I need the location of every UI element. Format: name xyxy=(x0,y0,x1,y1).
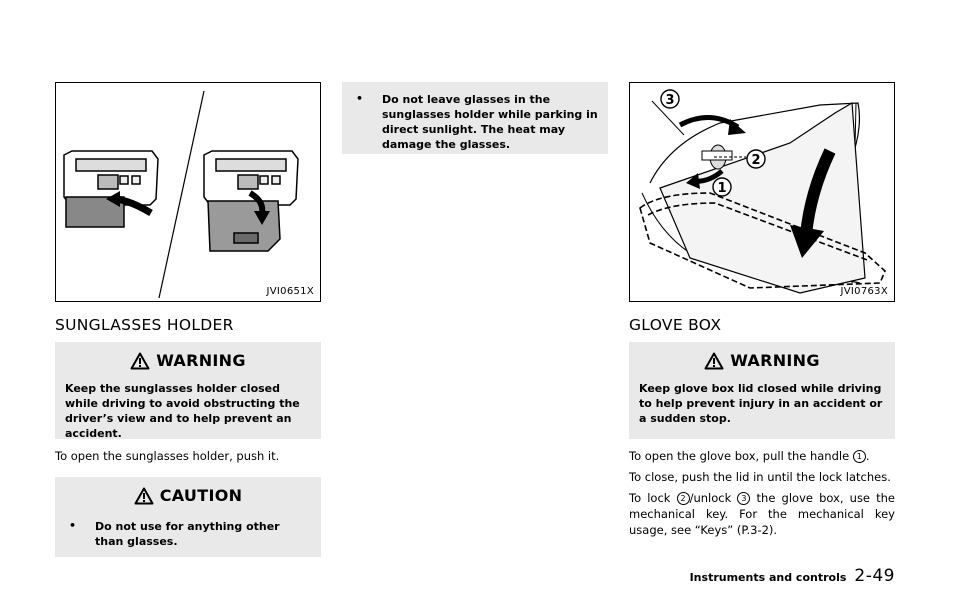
caution-item xyxy=(65,519,311,549)
sunglasses-open-instruction: To open the sunglasses holder, push it. xyxy=(55,449,280,463)
callout-1 xyxy=(713,178,731,196)
callout-1-label: 1 xyxy=(717,181,727,196)
callout-2 xyxy=(747,150,765,168)
warning-label: WARNING xyxy=(156,351,246,370)
figure-code: JVI0651X xyxy=(266,286,314,297)
warning-triangle-icon xyxy=(704,352,724,370)
sunglasses-holder-figure xyxy=(55,82,321,302)
glove-box-warning-box xyxy=(629,342,895,439)
warning-text: Keep glove box lid closed while driving to help prevent injury in an accident or a sudden stop. xyxy=(639,382,883,425)
warning-text: Keep the sunglasses holder closed while driving to avoid obstructing the driver’s view and to help prevent an accident. xyxy=(65,382,300,440)
callout-3 xyxy=(661,90,679,108)
sunglasses-caution-box xyxy=(55,477,321,557)
open-text: To open the glove box, pull the handle xyxy=(629,449,850,463)
sunglasses-caution-box-continued xyxy=(342,82,608,154)
warning-title xyxy=(639,351,885,370)
callout-ref-2: 2 xyxy=(677,492,690,505)
warning-label: WARNING xyxy=(730,351,820,370)
caution-title xyxy=(65,486,311,505)
bullet: • xyxy=(69,519,77,532)
sunglasses-holder-illustration xyxy=(56,83,321,302)
glove-box-figure xyxy=(629,82,895,302)
callout-ref-1: 1 xyxy=(853,450,866,463)
lock-text-b: /unlock xyxy=(689,491,732,505)
caution-triangle-icon xyxy=(134,487,154,505)
bullet: • xyxy=(356,92,364,105)
glove-box-open-instruction xyxy=(629,448,895,464)
lock-text-a: To lock xyxy=(629,491,671,505)
footer-section-name: Instruments and controls xyxy=(689,571,847,584)
sunglasses-warning-box xyxy=(55,342,321,439)
section-title-sunglasses-holder: SUNGLASSES HOLDER xyxy=(55,316,234,334)
glove-box-close-instruction: To close, push the lid in until the lock latches. xyxy=(629,470,891,484)
lock-text-c: the glove box, use the mechanical key. For the mechanical key usage, see “Keys” (P.3-2). xyxy=(629,491,896,537)
open-text-end: . xyxy=(865,449,870,463)
figure-code: JVI0763X xyxy=(840,286,888,297)
section-title-glove-box: GLOVE BOX xyxy=(629,316,722,334)
callout-3-label: 3 xyxy=(665,93,675,108)
warning-title xyxy=(65,351,311,370)
caution-label: CAUTION xyxy=(159,486,243,505)
callout-ref-3: 3 xyxy=(737,492,750,505)
page-number: 2-49 xyxy=(854,566,895,586)
caution-item xyxy=(352,92,598,152)
warning-triangle-icon xyxy=(130,352,150,370)
glove-box-illustration xyxy=(630,83,895,302)
callout-2-label: 2 xyxy=(751,153,761,168)
glove-box-lock-instruction xyxy=(629,490,895,538)
caution-item-text: Do not use for anything other than glasses. xyxy=(95,520,280,548)
caution-item-text: Do not leave glasses in the sunglasses holder while parking in direct sunlight. The heat may damage the glasses. xyxy=(382,93,598,151)
page-footer xyxy=(690,566,895,586)
